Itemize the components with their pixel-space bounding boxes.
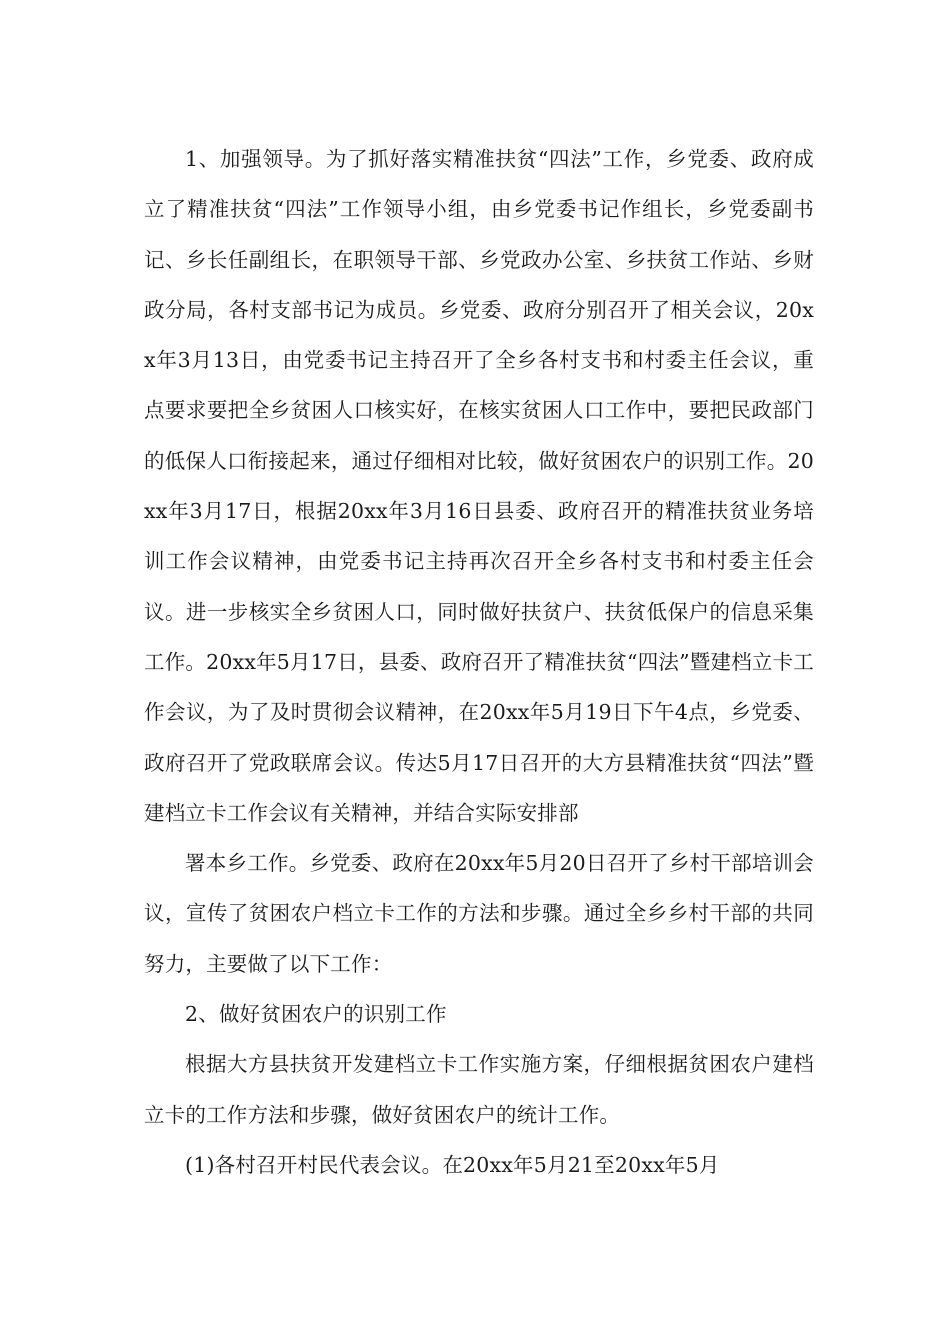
paragraph-implementation-plan: 根据大方县扶贫开发建档立卡工作实施方案，仔细根据贫困农户建档立卡的工作方法和步骤，做好贫困农户的统计工作。 [144,1052,814,1127]
paragraph-leadership: 1、加强领导。为了抓好落实精准扶贫“四法”工作，乡党委、政府成立了精准扶贫“四法”工作领导小组，由乡党委书记作组长，乡党委副书记、乡长任副组长，在职领导干部、乡党政办公室、乡扶贫工作站、乡财政分局，各村支部书记为成员。乡党委、政府分别召开了相关会议，20xx年3月13日，由党委书记主持召开了全乡各村支书和村委主任会议，重点要求要把全乡贫困人口核实好，在核实贫困人口工作中，要把民政部门的低保人口衔接起来，通过仔细相对比较，做好贫困农户的识别工作。20xx年3月17日，根据20xx年3月16日县委、政府召开的精准扶贫业务培训工作会议精神，由党委书记主持再次召开全乡各村支书和村委主任会议。进一步核实全乡贫困人口，同时做好扶贫户、扶贫低保户的信息采集工作。20xx年5月17日，县委、政府召开了精准扶贫“四法”暨建档立卡工作会议，为了及时贯彻会议精神，在20xx年5月19日下午4点，乡党委、政府召开了党政联席会议。传达5月17日召开的大方县精准扶贫“四法”暨建档立卡工作会议有关精神，并结合实际安排部 [144,147,814,825]
document-body [144,134,814,1190]
section-heading-identification: 2、做好贫困农户的识别工作 [185,1002,447,1027]
paragraph-village-meetings: (1)各村召开村民代表会议。在20xx年5月21至20xx年5月 [185,1152,720,1177]
paragraph-work-deployment: 署本乡工作。乡党委、政府在20xx年5月20日召开了乡村干部培训会议，宣传了贫困农户档立卡工作的方法和步骤。通过全乡乡村干部的共同努力，主要做了以下工作： [144,851,814,976]
